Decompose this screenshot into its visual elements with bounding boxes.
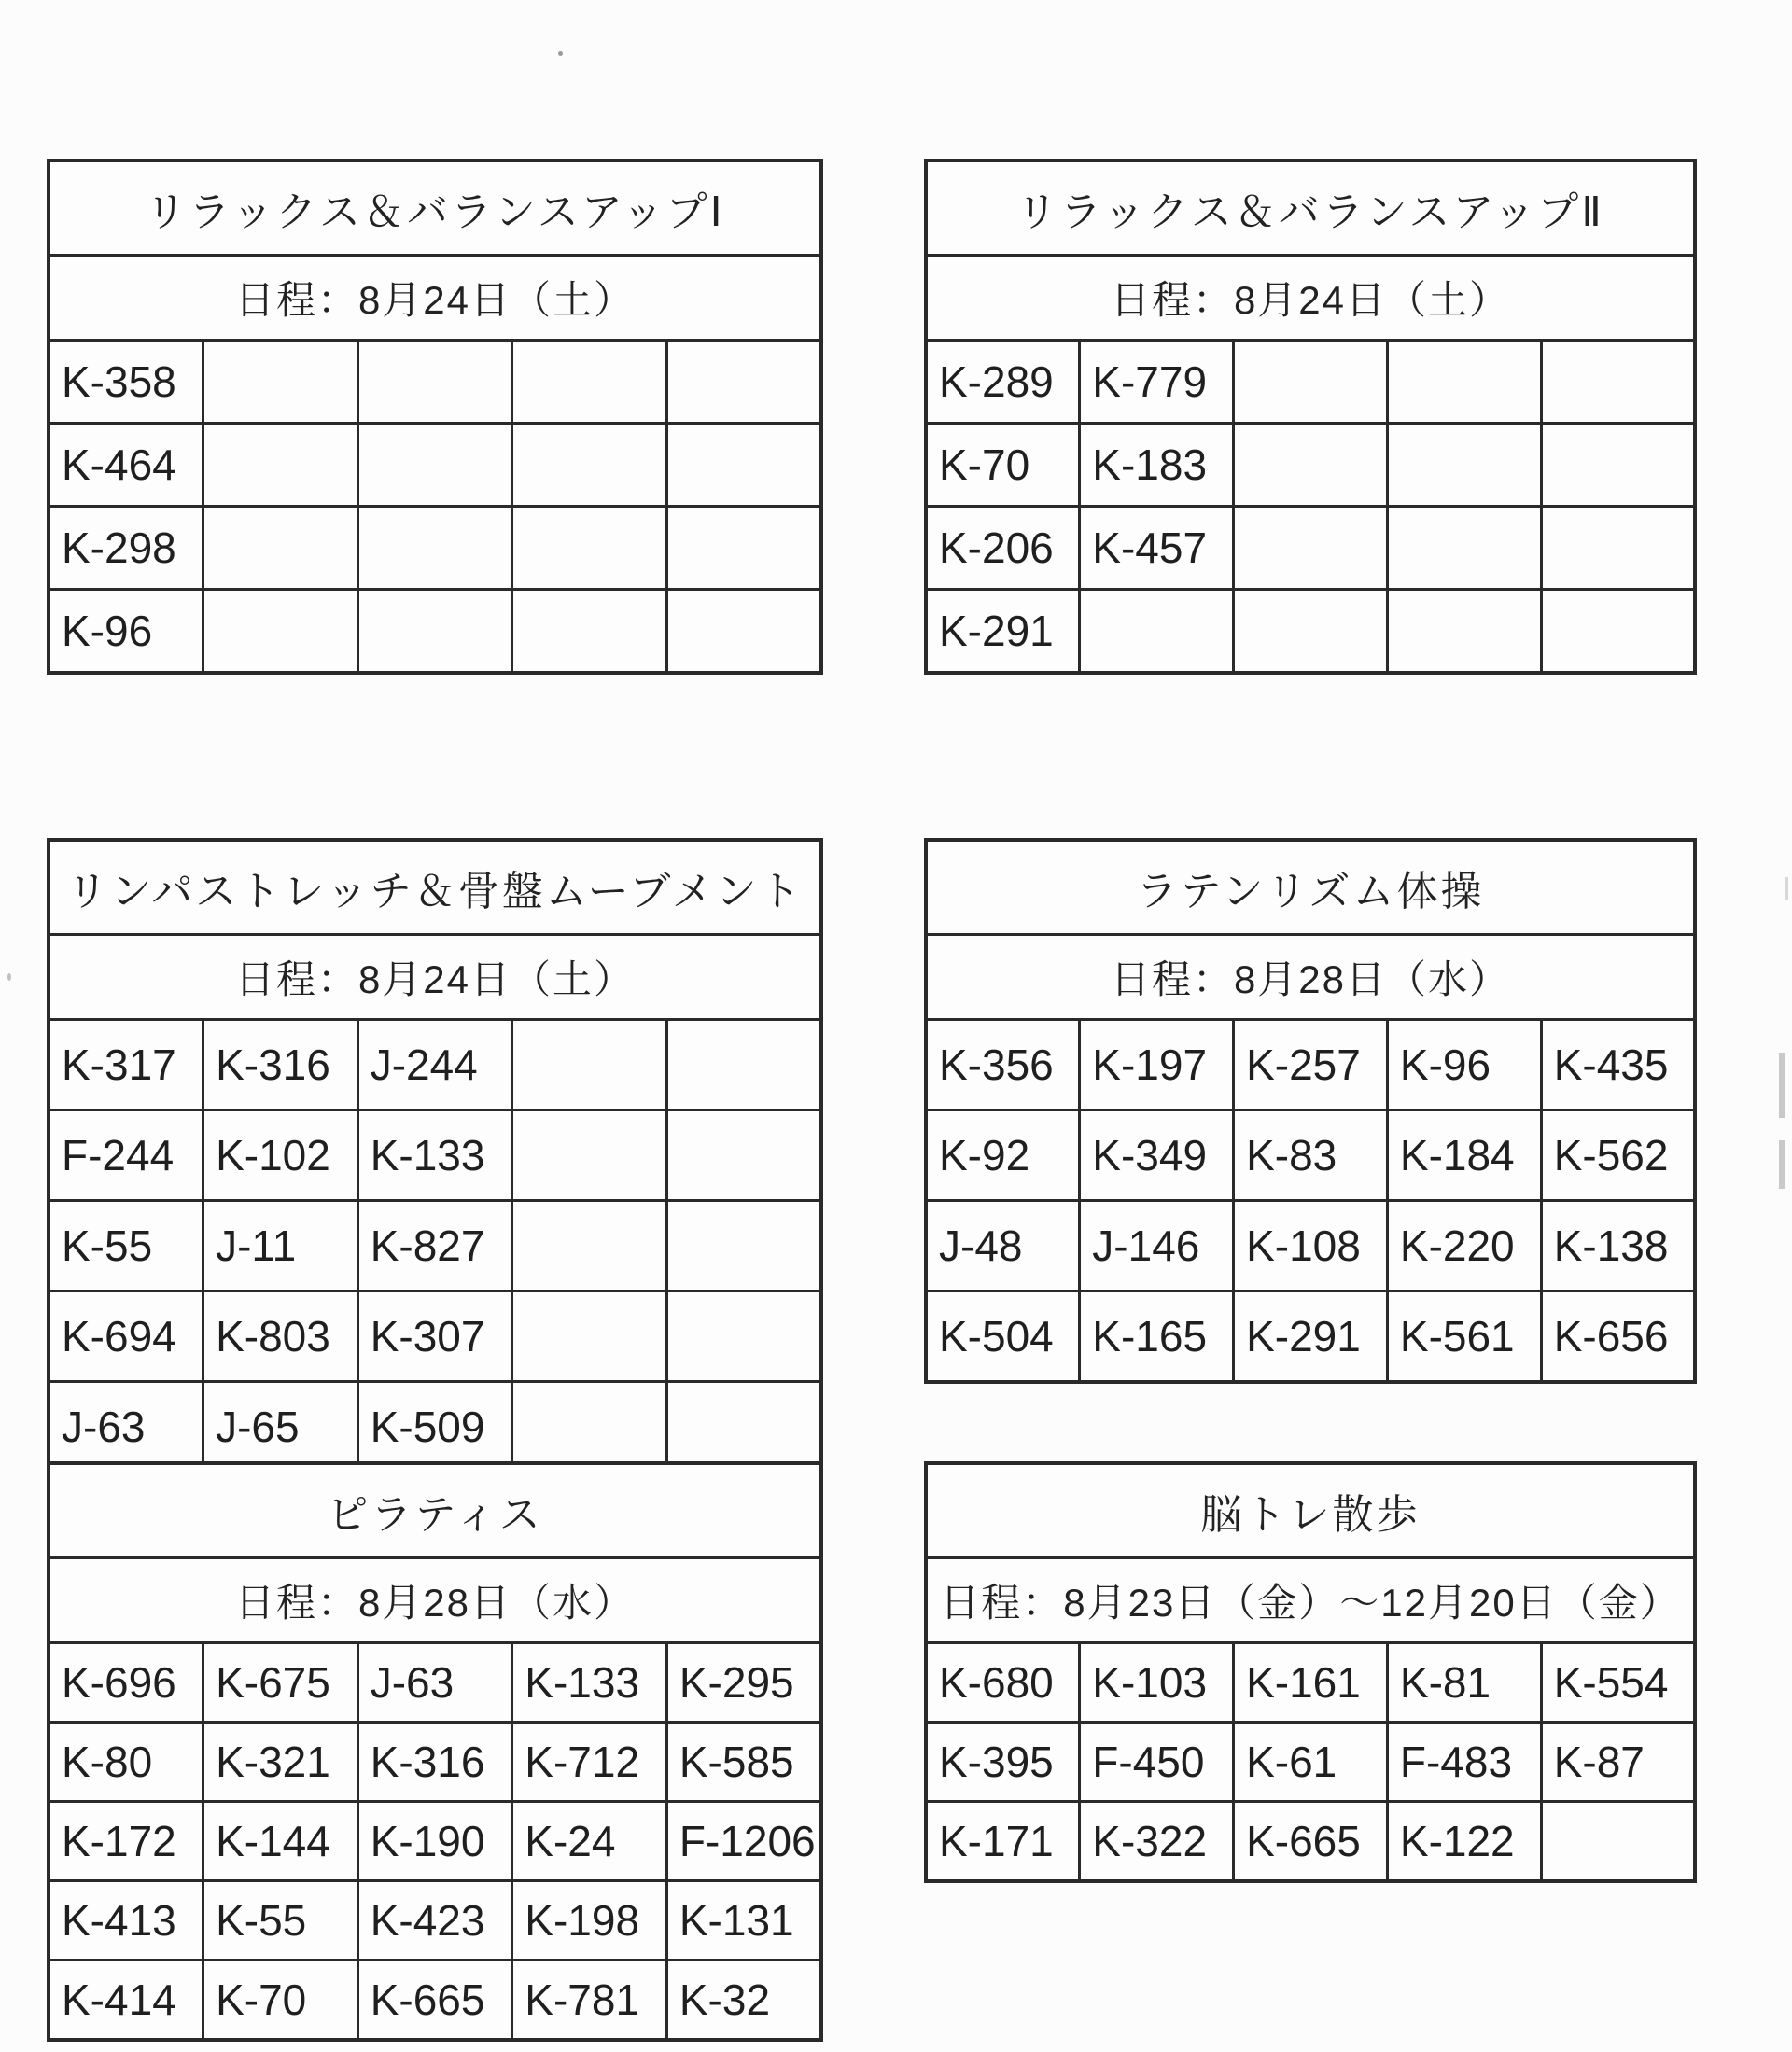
code-cell: F-1206 <box>666 1802 821 1881</box>
course-title: リラックス＆バランスアップⅠ <box>49 161 821 256</box>
table-date-row <box>926 1558 1695 1643</box>
table-date-row <box>49 256 821 341</box>
table-row <box>49 1723 821 1802</box>
scan-edge-mark <box>1779 1140 1785 1189</box>
empty-cell <box>357 341 512 424</box>
table-row <box>49 1802 821 1881</box>
code-cell: K-220 <box>1387 1201 1541 1291</box>
course-title: リンパストレッチ＆骨盤ムーブメント <box>49 840 821 935</box>
code-cell: K-803 <box>203 1291 358 1382</box>
table-row <box>926 507 1695 590</box>
course-table-relax-balance-2 <box>924 159 1697 675</box>
empty-cell <box>1541 507 1695 590</box>
code-grid <box>49 341 821 674</box>
code-cell: K-80 <box>49 1723 203 1802</box>
table-row <box>926 424 1695 507</box>
code-cell: K-24 <box>512 1802 667 1881</box>
empty-cell <box>1541 590 1695 674</box>
table-title-row <box>49 840 821 935</box>
code-cell: K-171 <box>926 1802 1080 1882</box>
code-cell: K-395 <box>926 1723 1080 1802</box>
code-cell: K-133 <box>512 1643 667 1723</box>
empty-cell <box>666 1110 821 1201</box>
code-cell: J-244 <box>357 1020 512 1110</box>
empty-cell <box>666 424 821 507</box>
schedule-table <box>47 1461 823 2042</box>
code-cell: F-450 <box>1080 1723 1234 1802</box>
code-cell: K-291 <box>926 590 1080 674</box>
code-cell: K-413 <box>49 1881 203 1961</box>
course-table-latin-rhythm <box>924 838 1697 1384</box>
scan-edge-mark <box>1785 877 1788 900</box>
code-cell: K-83 <box>1234 1110 1388 1201</box>
code-grid <box>926 1643 1695 1882</box>
code-cell: K-316 <box>203 1020 358 1110</box>
empty-cell <box>1387 424 1541 507</box>
empty-cell <box>666 341 821 424</box>
code-cell: K-316 <box>357 1723 512 1802</box>
code-cell: K-96 <box>49 590 203 674</box>
table-row <box>926 1723 1695 1802</box>
code-cell: K-291 <box>1234 1291 1388 1383</box>
course-table-brain-walk <box>924 1461 1697 1883</box>
schedule-table <box>924 159 1697 675</box>
code-cell: K-32 <box>666 1961 821 2041</box>
empty-cell <box>357 590 512 674</box>
table-row <box>49 1110 821 1201</box>
empty-cell <box>1234 590 1388 674</box>
empty-cell <box>1234 341 1388 424</box>
code-cell: K-414 <box>49 1961 203 2041</box>
table-date-row <box>49 935 821 1020</box>
code-cell: K-103 <box>1080 1643 1234 1723</box>
schedule-table <box>924 838 1697 1384</box>
code-cell: K-457 <box>1080 507 1234 590</box>
code-grid <box>926 341 1695 674</box>
empty-cell <box>1080 590 1234 674</box>
empty-cell <box>666 1201 821 1291</box>
empty-cell <box>666 590 821 674</box>
code-cell: J-11 <box>203 1201 358 1291</box>
code-cell: K-102 <box>203 1110 358 1201</box>
empty-cell <box>512 341 667 424</box>
code-cell: K-435 <box>1541 1020 1695 1110</box>
table-title-row <box>49 161 821 256</box>
empty-cell <box>1387 590 1541 674</box>
scan-speck <box>558 51 563 56</box>
empty-cell <box>666 1291 821 1382</box>
table-row <box>49 1961 821 2041</box>
table-row <box>926 1802 1695 1882</box>
empty-cell <box>1541 1802 1695 1882</box>
table-date-row <box>926 256 1695 341</box>
code-cell: K-696 <box>49 1643 203 1723</box>
code-cell: K-464 <box>49 424 203 507</box>
course-date: 日程：8月24日（土） <box>49 935 821 1020</box>
code-cell: K-55 <box>49 1201 203 1291</box>
empty-cell <box>1387 507 1541 590</box>
code-cell: K-356 <box>926 1020 1080 1110</box>
empty-cell <box>1541 424 1695 507</box>
schedule-table <box>47 159 823 675</box>
empty-cell <box>203 590 358 674</box>
empty-cell <box>512 1020 667 1110</box>
code-cell: K-61 <box>1234 1723 1388 1802</box>
code-cell: K-827 <box>357 1201 512 1291</box>
code-grid <box>926 1020 1695 1383</box>
schedule-table <box>47 838 823 1474</box>
code-cell: K-779 <box>1080 341 1234 424</box>
code-cell: F-483 <box>1387 1723 1541 1802</box>
table-row <box>49 1382 821 1473</box>
code-cell: K-206 <box>926 507 1080 590</box>
code-cell: K-70 <box>926 424 1080 507</box>
code-cell: K-257 <box>1234 1020 1388 1110</box>
code-cell: K-190 <box>357 1802 512 1881</box>
code-cell: K-87 <box>1541 1723 1695 1802</box>
code-cell: K-322 <box>1080 1802 1234 1882</box>
code-cell: J-63 <box>357 1643 512 1723</box>
empty-cell <box>512 1382 667 1473</box>
empty-cell <box>1234 424 1388 507</box>
code-cell: K-509 <box>357 1382 512 1473</box>
code-cell: K-585 <box>666 1723 821 1802</box>
table-title-row <box>926 1463 1695 1558</box>
code-cell: K-504 <box>926 1291 1080 1383</box>
code-cell: K-656 <box>1541 1291 1695 1383</box>
code-cell: K-307 <box>357 1291 512 1382</box>
table-row <box>926 1291 1695 1383</box>
table-row <box>49 507 821 590</box>
table-row <box>49 1201 821 1291</box>
code-cell: K-298 <box>49 507 203 590</box>
code-grid <box>49 1020 821 1473</box>
code-cell: K-358 <box>49 341 203 424</box>
table-row <box>926 1110 1695 1201</box>
code-cell: K-349 <box>1080 1110 1234 1201</box>
empty-cell <box>1387 341 1541 424</box>
code-cell: K-183 <box>1080 424 1234 507</box>
code-cell: K-665 <box>357 1961 512 2041</box>
code-cell: J-65 <box>203 1382 358 1473</box>
table-row <box>49 424 821 507</box>
empty-cell <box>512 1110 667 1201</box>
table-row <box>926 341 1695 424</box>
code-cell: K-161 <box>1234 1643 1388 1723</box>
code-cell: K-197 <box>1080 1020 1234 1110</box>
course-title: ピラティス <box>49 1463 821 1558</box>
table-row <box>926 1020 1695 1110</box>
code-cell: J-146 <box>1080 1201 1234 1291</box>
course-date: 日程：8月24日（土） <box>49 256 821 341</box>
empty-cell <box>666 507 821 590</box>
course-title: リラックス＆バランスアップⅡ <box>926 161 1695 256</box>
table-title-row <box>926 840 1695 935</box>
code-cell: K-562 <box>1541 1110 1695 1201</box>
empty-cell <box>203 507 358 590</box>
code-cell: K-712 <box>512 1723 667 1802</box>
code-cell: K-122 <box>1387 1802 1541 1882</box>
course-table-relax-balance-1 <box>47 159 823 675</box>
course-table-pilates <box>47 1461 823 2042</box>
table-date-row <box>49 1558 821 1643</box>
code-cell: K-172 <box>49 1802 203 1881</box>
code-cell: F-244 <box>49 1110 203 1201</box>
empty-cell <box>203 341 358 424</box>
code-cell: K-92 <box>926 1110 1080 1201</box>
code-cell: K-133 <box>357 1110 512 1201</box>
code-grid <box>49 1643 821 2041</box>
empty-cell <box>512 1201 667 1291</box>
code-cell: K-295 <box>666 1643 821 1723</box>
table-date-row <box>926 935 1695 1020</box>
empty-cell <box>666 1020 821 1110</box>
code-cell: K-321 <box>203 1723 358 1802</box>
code-cell: K-138 <box>1541 1201 1695 1291</box>
code-cell: K-70 <box>203 1961 358 2041</box>
empty-cell <box>512 424 667 507</box>
scan-speck <box>7 973 11 981</box>
empty-cell <box>1541 341 1695 424</box>
table-row <box>49 1881 821 1961</box>
empty-cell <box>512 590 667 674</box>
table-title-row <box>926 161 1695 256</box>
schedule-table <box>924 1461 1697 1883</box>
empty-cell <box>203 424 358 507</box>
table-row <box>49 1643 821 1723</box>
code-cell: K-81 <box>1387 1643 1541 1723</box>
code-cell: K-144 <box>203 1802 358 1881</box>
code-cell: K-317 <box>49 1020 203 1110</box>
course-date: 日程：8月23日（金）～12月20日（金） <box>926 1558 1695 1643</box>
table-row <box>49 1020 821 1110</box>
code-cell: K-665 <box>1234 1802 1388 1882</box>
code-cell: K-184 <box>1387 1110 1541 1201</box>
empty-cell <box>512 1291 667 1382</box>
scan-edge-mark <box>1779 1053 1785 1118</box>
course-date: 日程：8月28日（水） <box>49 1558 821 1643</box>
empty-cell <box>357 507 512 590</box>
code-cell: J-63 <box>49 1382 203 1473</box>
code-cell: K-675 <box>203 1643 358 1723</box>
code-cell: K-55 <box>203 1881 358 1961</box>
code-cell: K-108 <box>1234 1201 1388 1291</box>
course-table-lymph-stretch <box>47 838 823 1474</box>
code-cell: K-96 <box>1387 1020 1541 1110</box>
empty-cell <box>357 424 512 507</box>
empty-cell <box>512 507 667 590</box>
course-title: 脳トレ散歩 <box>926 1463 1695 1558</box>
course-title: ラテンリズム体操 <box>926 840 1695 935</box>
course-date: 日程：8月28日（水） <box>926 935 1695 1020</box>
table-row <box>926 590 1695 674</box>
table-row <box>49 1291 821 1382</box>
code-cell: K-423 <box>357 1881 512 1961</box>
code-cell: K-198 <box>512 1881 667 1961</box>
code-cell: K-131 <box>666 1881 821 1961</box>
code-cell: K-165 <box>1080 1291 1234 1383</box>
course-date: 日程：8月24日（土） <box>926 256 1695 341</box>
code-cell: K-561 <box>1387 1291 1541 1383</box>
table-row <box>926 1201 1695 1291</box>
code-cell: K-694 <box>49 1291 203 1382</box>
code-cell: K-680 <box>926 1643 1080 1723</box>
code-cell: K-781 <box>512 1961 667 2041</box>
code-cell: K-554 <box>1541 1643 1695 1723</box>
table-row <box>926 1643 1695 1723</box>
empty-cell <box>1234 507 1388 590</box>
empty-cell <box>666 1382 821 1473</box>
code-cell: K-289 <box>926 341 1080 424</box>
table-row <box>49 590 821 674</box>
code-cell: J-48 <box>926 1201 1080 1291</box>
table-title-row <box>49 1463 821 1558</box>
table-row <box>49 341 821 424</box>
